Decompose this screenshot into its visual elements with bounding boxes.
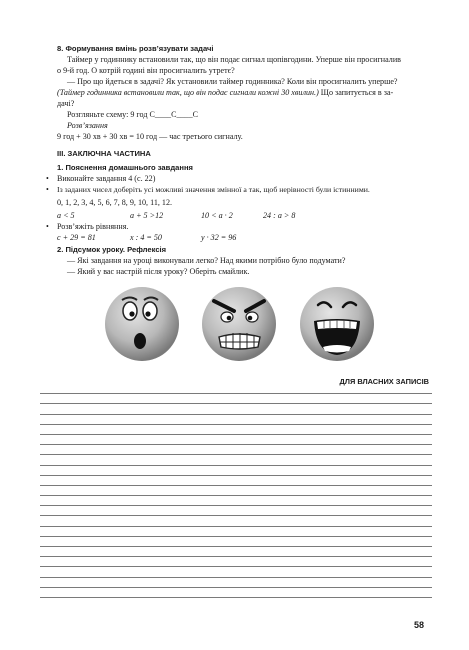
solution-label: Розв’язання	[67, 121, 108, 130]
homework-heading: 1. Пояснення домашнього завдання	[57, 163, 193, 172]
scheme-line: Розгляньте схему: 9 год С____С____С	[67, 110, 199, 119]
equation-2: x : 4 = 50	[130, 233, 162, 242]
solution-line: 9 год + 30 хв + 30 хв = 10 год — час третього сигналу.	[57, 132, 243, 141]
inequality-task: Із заданих чисел доберіть усі можливі значення змінної a так, щоб нерівності були істинними.	[57, 185, 370, 194]
number-list: 0, 1, 2, 3, 4, 5, 6, 7, 8, 9, 10, 11, 12.	[57, 198, 173, 207]
section-3-heading: III. ЗАКЛЮЧНА ЧАСТИНА	[57, 149, 151, 158]
section-8-heading: 8. Формування вмінь розв’язувати задачі	[57, 44, 214, 53]
question-line-2	[57, 88, 393, 98]
task-text-line-2: о 9-й год. О котрій годині він просигналить утретє?	[57, 66, 235, 75]
equation-3: y · 32 = 96	[201, 233, 237, 242]
equation-1: c + 29 = 81	[57, 233, 96, 242]
italic-answer: (Таймер годинника встановили так, що він подає сигнали кожні 30 хвилин.)	[57, 88, 319, 97]
inequality-3: 10 < a · 2	[201, 211, 233, 220]
equation-task: Розв’яжіть рівняння.	[57, 222, 129, 231]
smiley-choices	[100, 277, 380, 367]
task-text-line-1: Таймер у годиннику встановили так, що він подає сигнал щопівгодини. Уперше він просигналив	[67, 55, 401, 64]
reflection-question-2: — Який у вас настрій після уроку? Оберіть смайлик.	[67, 267, 250, 276]
inequality-1: a < 5	[57, 211, 75, 220]
ruled-notes-area[interactable]	[40, 384, 432, 604]
inequality-2: a + 5 >12	[130, 211, 164, 220]
bullet-icon: •	[46, 185, 49, 194]
notes-title: ДЛЯ ВЛАСНИХ ЗАПИСІВ	[339, 377, 429, 386]
surprised-smiley-icon[interactable]	[105, 287, 179, 361]
inequality-4: 24 : a > 8	[263, 211, 296, 220]
reflection-heading: 2. Підсумок уроку. Рефлексія	[57, 245, 167, 254]
question-line-1: — Про що йдеться в задачі? Як установили таймер годинника? Коли він просигналить уперше?	[67, 77, 398, 86]
homework-task: Виконайте завдання 4 (с. 22)	[57, 174, 156, 183]
angry-smiley-icon[interactable]	[202, 287, 276, 361]
reflection-question-1: — Які завдання на уроці виконували легко? Над якими потрібно було подумати?	[67, 256, 346, 265]
laughing-smiley-icon[interactable]	[300, 287, 374, 361]
question-line-3: дачі?	[57, 99, 75, 108]
question-continuation: Що запитується в за-	[318, 88, 394, 97]
bullet-icon: •	[46, 174, 49, 183]
bullet-icon: •	[46, 222, 49, 231]
page-number: 58	[413, 620, 424, 630]
